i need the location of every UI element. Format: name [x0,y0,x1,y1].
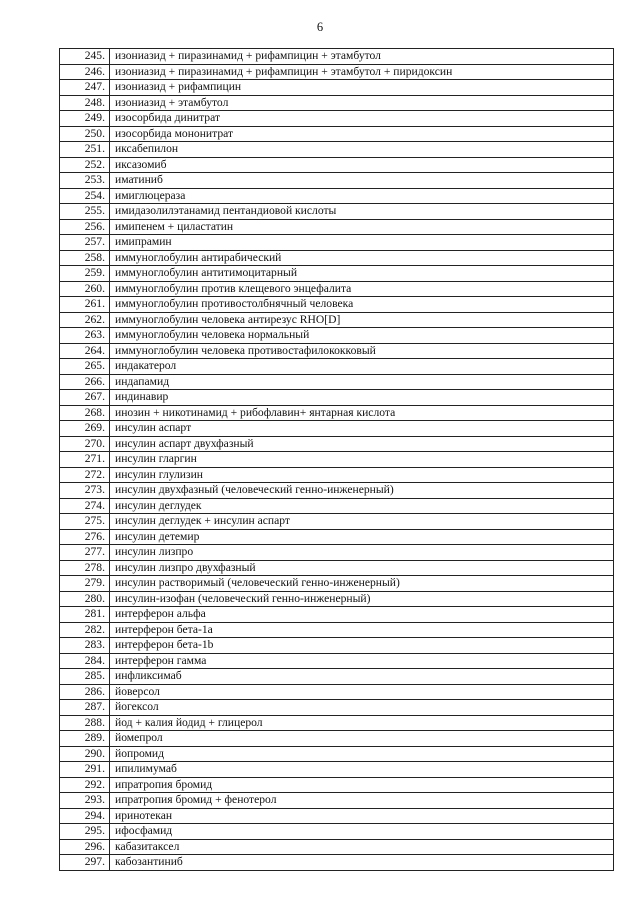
table-row [60,855,614,871]
drug-name: иммуноглобулин против клещевого энцефалита [110,281,614,297]
drug-list-table [59,48,614,871]
table-row [60,777,614,793]
table-row [60,328,614,344]
table-row [60,111,614,127]
table-row [60,405,614,421]
row-number: 245. [60,49,110,65]
table-row [60,266,614,282]
drug-name: йод + калия йодид + глицерол [110,715,614,731]
drug-name: йоверсол [110,684,614,700]
table-row [60,188,614,204]
table-row [60,467,614,483]
row-number: 294. [60,808,110,824]
table-row [60,731,614,747]
row-number: 247. [60,80,110,96]
table-row [60,421,614,437]
table-row [60,157,614,173]
table-row [60,250,614,266]
row-number: 277. [60,545,110,561]
drug-name: инозин + никотинамид + рибофлавин+ янтарная кислота [110,405,614,421]
row-number: 283. [60,638,110,654]
drug-name: изосорбида мононитрат [110,126,614,142]
row-number: 276. [60,529,110,545]
table-row [60,638,614,654]
drug-name: иматиниб [110,173,614,189]
row-number: 248. [60,95,110,111]
table-row [60,126,614,142]
drug-name: изониазид + пиразинамид + рифампицин + этамбутол [110,49,614,65]
row-number: 246. [60,64,110,80]
row-number: 257. [60,235,110,251]
row-number: 270. [60,436,110,452]
row-number: 259. [60,266,110,282]
row-number: 291. [60,762,110,778]
drug-name: инсулин лизпро [110,545,614,561]
table-row [60,80,614,96]
table-row [60,204,614,220]
row-number: 282. [60,622,110,638]
drug-name: имипенем + циластатин [110,219,614,235]
row-number: 293. [60,793,110,809]
drug-name: интерферон бета-1b [110,638,614,654]
drug-name: ипилимумаб [110,762,614,778]
row-number: 269. [60,421,110,437]
table-row [60,95,614,111]
drug-name: иммуноглобулин антирабический [110,250,614,266]
row-number: 258. [60,250,110,266]
drug-name: инсулин деглудек [110,498,614,514]
table-row [60,64,614,80]
drug-name: имипрамин [110,235,614,251]
drug-name: иммуноглобулин человека нормальный [110,328,614,344]
row-number: 286. [60,684,110,700]
table-row [60,793,614,809]
table-row [60,591,614,607]
row-number: 287. [60,700,110,716]
row-number: 285. [60,669,110,685]
row-number: 295. [60,824,110,840]
table-row [60,545,614,561]
table-row [60,359,614,375]
row-number: 296. [60,839,110,855]
table-row [60,281,614,297]
row-number: 275. [60,514,110,530]
table-row [60,824,614,840]
drug-name: инсулин аспарт [110,421,614,437]
table-row [60,622,614,638]
table-row [60,839,614,855]
row-number: 249. [60,111,110,127]
table-body [60,49,614,871]
row-number: 289. [60,731,110,747]
row-number: 288. [60,715,110,731]
row-number: 254. [60,188,110,204]
table-row [60,715,614,731]
drug-name: изониазид + рифампицин [110,80,614,96]
drug-name: имидазолилэтанамид пентандиовой кислоты [110,204,614,220]
table-row [60,498,614,514]
drug-name: инсулин аспарт двухфазный [110,436,614,452]
row-number: 271. [60,452,110,468]
row-number: 266. [60,374,110,390]
row-number: 263. [60,328,110,344]
table-row [60,436,614,452]
row-number: 297. [60,855,110,871]
row-number: 284. [60,653,110,669]
drug-name: инсулин-изофан (человеческий генно-инженерный) [110,591,614,607]
drug-name: инсулин детемир [110,529,614,545]
row-number: 267. [60,390,110,406]
table-row [60,452,614,468]
table-row [60,576,614,592]
row-number: 272. [60,467,110,483]
drug-name: инсулин гларгин [110,452,614,468]
table-row [60,219,614,235]
drug-name: инфликсимаб [110,669,614,685]
row-number: 273. [60,483,110,499]
row-number: 255. [60,204,110,220]
drug-name: иммуноглобулин антитимоцитарный [110,266,614,282]
drug-name: кабозантиниб [110,855,614,871]
table-row [60,235,614,251]
table-row [60,173,614,189]
row-number: 251. [60,142,110,158]
drug-name: кабазитаксел [110,839,614,855]
row-number: 280. [60,591,110,607]
table-row [60,483,614,499]
row-number: 260. [60,281,110,297]
drug-name: имиглюцераза [110,188,614,204]
table-row [60,746,614,762]
table-row [60,669,614,685]
table-row [60,653,614,669]
drug-name: ипратропия бромид [110,777,614,793]
table-row [60,49,614,65]
drug-name: инсулин лизпро двухфазный [110,560,614,576]
drug-name: иксазомиб [110,157,614,173]
drug-name: интерферон альфа [110,607,614,623]
table-row [60,374,614,390]
drug-name: инсулин двухфазный (человеческий генно-инженерный) [110,483,614,499]
drug-name: изониазид + этамбутол [110,95,614,111]
table-row [60,700,614,716]
table-row [60,762,614,778]
drug-name: иринотекан [110,808,614,824]
drug-name: изосорбида динитрат [110,111,614,127]
table-row [60,514,614,530]
row-number: 250. [60,126,110,142]
row-number: 256. [60,219,110,235]
page-number: 6 [316,20,324,34]
row-number: 274. [60,498,110,514]
drug-name: инсулин глулизин [110,467,614,483]
drug-name: йомепрол [110,731,614,747]
drug-name: иммуноглобулин противостолбнячный человека [110,297,614,313]
table-row [60,607,614,623]
drug-name: индапамид [110,374,614,390]
row-number: 278. [60,560,110,576]
drug-name: индинавир [110,390,614,406]
table-row [60,390,614,406]
row-number: 290. [60,746,110,762]
row-number: 261. [60,297,110,313]
table-row [60,297,614,313]
drug-name: ифосфамид [110,824,614,840]
drug-name: изониазид + пиразинамид + рифампицин + этамбутол + пиридоксин [110,64,614,80]
table-row [60,343,614,359]
drug-name: иксабепилон [110,142,614,158]
row-number: 262. [60,312,110,328]
row-number: 279. [60,576,110,592]
row-number: 252. [60,157,110,173]
drug-name: ипратропия бромид + фенотерол [110,793,614,809]
drug-name: йопромид [110,746,614,762]
table-row [60,560,614,576]
table-row [60,312,614,328]
drug-name: интерферон бета-1a [110,622,614,638]
table-row [60,142,614,158]
row-number: 268. [60,405,110,421]
row-number: 264. [60,343,110,359]
drug-name: йогексол [110,700,614,716]
row-number: 253. [60,173,110,189]
row-number: 281. [60,607,110,623]
row-number: 292. [60,777,110,793]
table-row [60,684,614,700]
drug-name: инсулин растворимый (человеческий генно-инженерный) [110,576,614,592]
table-row [60,529,614,545]
drug-name: иммуноглобулин человека антирезус RHO[D] [110,312,614,328]
drug-name: индакатерол [110,359,614,375]
drug-name: иммуноглобулин человека противостафилококковый [110,343,614,359]
drug-name: инсулин деглудек + инсулин аспарт [110,514,614,530]
drug-name: интерферон гамма [110,653,614,669]
table-row [60,808,614,824]
row-number: 265. [60,359,110,375]
